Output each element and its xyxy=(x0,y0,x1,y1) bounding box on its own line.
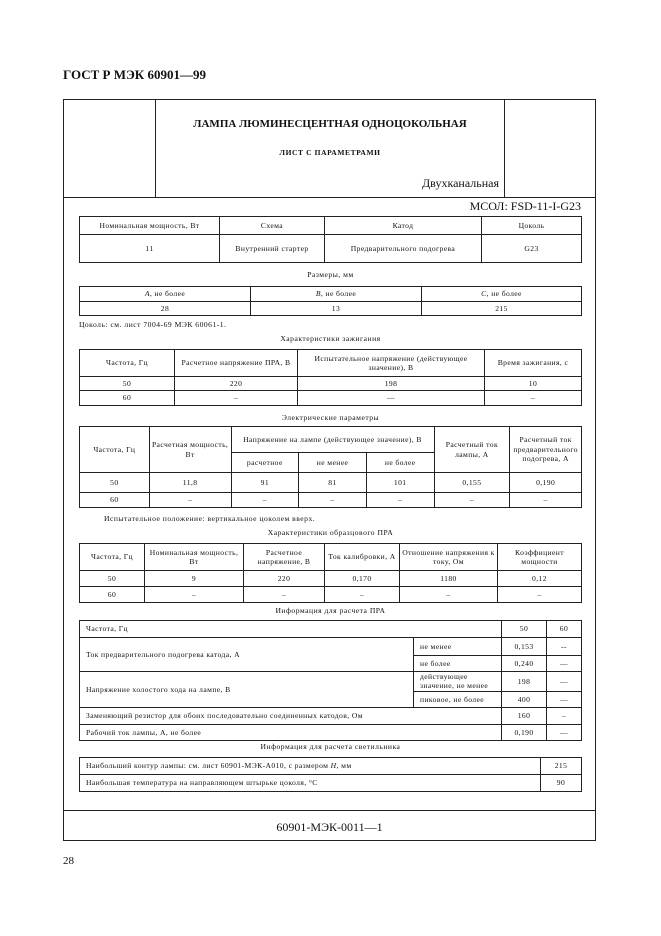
table-cell: 400 xyxy=(502,691,547,707)
sub-label: пиковое, не более xyxy=(414,691,502,707)
table-cell: 28 xyxy=(80,302,251,316)
table-cell: 0,190 xyxy=(510,473,582,493)
row-label: Рабочий ток лампы, А, не более xyxy=(80,724,502,740)
table-cell: Внутренний стартер xyxy=(220,235,325,263)
table-cell: 60 xyxy=(80,587,145,603)
cap-note: Цоколь: см. лист 7004-69 МЭК 60061-1. xyxy=(79,320,227,329)
table-cell: 0,153 xyxy=(502,638,547,656)
table-cell: 60 xyxy=(80,391,175,406)
header-cell: Время зажигания, с xyxy=(485,350,582,377)
table-cell: 90 xyxy=(541,775,582,792)
table-cell: 50 xyxy=(502,621,547,638)
header-cell: Катод xyxy=(325,217,482,235)
row-label: Наибольшая температура на направляющем штырьке цоколя, °С xyxy=(80,775,541,792)
sheet-number: 60901-МЭК-0011—1 xyxy=(276,820,383,834)
sub-label: действующее значение, не менее xyxy=(414,672,502,692)
header-cell: расчетное xyxy=(231,453,299,473)
table-cell: — xyxy=(298,391,485,406)
table-cell: – xyxy=(175,391,298,406)
ballast-info-caption: Информация для расчета ПРА xyxy=(275,606,386,615)
header-cell: Частота, Гц xyxy=(80,544,145,571)
sub-label: не более xyxy=(414,656,502,672)
table-cell: 0,170 xyxy=(325,571,400,587)
frame-divider-top xyxy=(63,197,596,198)
header-cell: Схема xyxy=(220,217,325,235)
header-cell: Номинальная мощность, Вт xyxy=(145,544,244,571)
table-cell: – xyxy=(244,587,325,603)
test-position-note: Испытательное положение: вертикальное цоколем вверх. xyxy=(104,514,316,523)
table-cell: 0,12 xyxy=(498,571,582,587)
table-cell: 91 xyxy=(231,473,299,493)
electrical-table xyxy=(79,426,582,508)
ballast-table xyxy=(79,543,582,603)
table-cell: 220 xyxy=(244,571,325,587)
table-cell: – xyxy=(149,493,231,508)
luminaire-info-table xyxy=(79,757,582,792)
header-cell: C, не более xyxy=(422,287,582,302)
table-cell: – xyxy=(299,493,367,508)
table-cell: — xyxy=(547,656,582,672)
row-label: Частота, Гц xyxy=(80,621,502,638)
table-cell: 60 xyxy=(80,493,150,508)
table-cell: – xyxy=(231,493,299,508)
table-cell: – xyxy=(366,493,434,508)
table-cell: 11,8 xyxy=(149,473,231,493)
sheet-subtitle: ЛИСТ С ПАРАМЕТРАМИ xyxy=(279,148,381,157)
dimensions-caption: Размеры, мм xyxy=(307,270,354,279)
header-cell: Расчетный ток лампы, А xyxy=(434,427,510,473)
header-cell: не более xyxy=(366,453,434,473)
lamp-main-table xyxy=(79,216,582,263)
table-cell: – xyxy=(325,587,400,603)
electrical-caption: Электрические параметры xyxy=(281,413,380,422)
table-cell: 13 xyxy=(251,302,422,316)
table-cell: – xyxy=(434,493,510,508)
ignition-caption: Характеристики зажигания xyxy=(280,334,381,343)
dimensions-table xyxy=(79,286,582,316)
header-cell: Расчетный ток предварительного подогрева, А xyxy=(510,427,582,473)
table-cell: 0,240 xyxy=(502,656,547,672)
table-cell: 9 xyxy=(145,571,244,587)
row-label: Напряжение холостого хода на лампе, В xyxy=(80,672,414,708)
header-cell: Коэффициент мощности xyxy=(498,544,582,571)
header-cell: Ток калибровки, А xyxy=(325,544,400,571)
table-cell: 81 xyxy=(299,473,367,493)
document-code: ГОСТ Р МЭК 60901—99 xyxy=(63,67,206,82)
table-cell: 198 xyxy=(298,377,485,391)
row-label: Наибольший контур лампы: см. лист 60901-МЭК-А010, с размером H, мм xyxy=(80,758,541,775)
table-cell: 11 xyxy=(80,235,220,263)
lamp-type: Двухканальная xyxy=(422,176,499,190)
table-cell: – xyxy=(547,707,582,724)
table-cell: 10 xyxy=(485,377,582,391)
ignition-table xyxy=(79,349,582,406)
lamp-designation: МСОЛ: FSD-11-I-G23 xyxy=(469,199,581,213)
table-cell: 160 xyxy=(502,707,547,724)
table-cell: 60 xyxy=(547,621,582,638)
table-cell: 220 xyxy=(175,377,298,391)
frame-divider-bottom xyxy=(63,810,596,811)
table-cell: 1180 xyxy=(400,571,498,587)
header-cell: Частота, Гц xyxy=(80,350,175,377)
header-cell: Расчетное напряжение ПРА, В xyxy=(175,350,298,377)
table-cell: — xyxy=(547,672,582,692)
header-vline-right xyxy=(504,99,505,197)
header-cell: Расчетная мощность, Вт xyxy=(149,427,231,473)
table-cell: – xyxy=(400,587,498,603)
header-cell: Расчетное напряжение, В xyxy=(244,544,325,571)
table-cell: 50 xyxy=(80,473,150,493)
table-cell: 101 xyxy=(366,473,434,493)
header-cell: Отношение напряжения к току, Ом xyxy=(400,544,498,571)
row-label: Заменяющий резистор для обоих последовательно соединенных катодов, Ом xyxy=(80,707,502,724)
table-cell: G23 xyxy=(482,235,582,263)
table-cell: 0,155 xyxy=(434,473,510,493)
table-cell: – xyxy=(510,493,582,508)
table-cell: 215 xyxy=(422,302,582,316)
header-cell: A, не более xyxy=(80,287,251,302)
row-label: Ток предварительного подогрева катода, А xyxy=(80,638,414,672)
header-cell: Частота, Гц xyxy=(80,427,150,473)
sheet-title: ЛАМПА ЛЮМИНЕСЦЕНТНАЯ ОДНОЦОКОЛЬНАЯ xyxy=(193,118,467,130)
table-cell: -- xyxy=(547,638,582,656)
table-cell: 50 xyxy=(80,571,145,587)
header-cell: Напряжение на лампе (действующее значение), В xyxy=(231,427,434,453)
table-cell: – xyxy=(485,391,582,406)
ballast-info-table xyxy=(79,620,582,741)
table-cell: – xyxy=(498,587,582,603)
ballast-caption: Характеристики образцового ПРА xyxy=(267,528,394,537)
table-cell: — xyxy=(547,724,582,740)
table-cell: 0,190 xyxy=(502,724,547,740)
header-cell: Номинальная мощность, Вт xyxy=(80,217,220,235)
header-cell: B, не более xyxy=(251,287,422,302)
table-cell: Предварительного подогрева xyxy=(325,235,482,263)
header-cell: не менее xyxy=(299,453,367,473)
page-number: 28 xyxy=(63,855,74,867)
table-cell: – xyxy=(145,587,244,603)
sub-label: не менее xyxy=(414,638,502,656)
header-cell: Цоколь xyxy=(482,217,582,235)
table-cell: 215 xyxy=(541,758,582,775)
table-cell: 198 xyxy=(502,672,547,692)
table-cell: — xyxy=(547,691,582,707)
table-cell: 50 xyxy=(80,377,175,391)
luminaire-info-caption: Информация для расчета светильника xyxy=(260,742,401,751)
header-cell: Испытательное напряжение (действующее значение), В xyxy=(298,350,485,377)
